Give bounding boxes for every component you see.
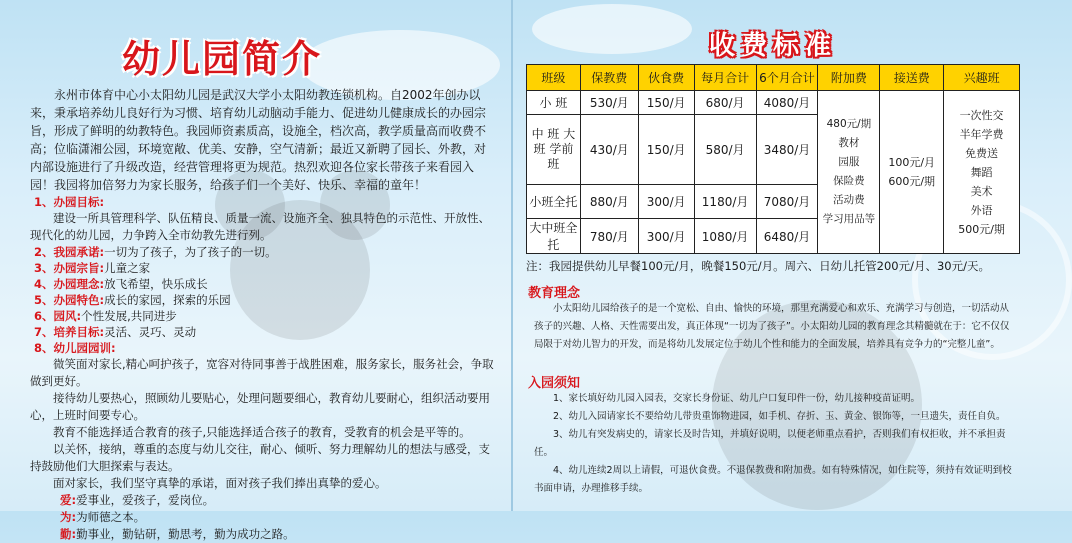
page-title: 幼儿园简介	[122, 37, 323, 81]
col-header-meals: 伙食费	[638, 65, 694, 91]
motto-paragraph: 微笑面对家长,精心呵护孩子，宽容对待同事善于战胜困难，服务家长，服务社会，争取做到更好。	[30, 357, 494, 388]
notice-item: 3、幼儿有突发病史的，请家长及时告知，并填好说明，以便老师重点看护，否则我们有权拒收，并不承担责任。	[534, 429, 1006, 458]
notice-item: 4、幼儿连续2周以上请假，可退伙食费。不退保教费和附加费。如有特殊情况，如住院等，须持有效证明到校书面申请，办理推移手续。	[534, 465, 1012, 494]
table-cell: 小 班	[527, 91, 581, 115]
item-target: 7、培养目标:灵活、灵巧、灵动	[34, 325, 197, 339]
table-cell: 580/月	[694, 115, 756, 185]
item-concept: 4、办园理念:放飞希望，快乐成长	[34, 277, 208, 291]
item-feature: 5、办园特色:成长的家园，探索的乐园	[34, 293, 231, 307]
col-header-six-month: 6个月合计	[756, 65, 818, 91]
fee-table	[526, 64, 1020, 254]
table-cell: 880/月	[580, 185, 638, 219]
philosophy-heading: 教育理念	[528, 286, 581, 301]
interest-class-cell: 一次性交 半年学费 免费送 舞蹈 美术 外语 500元/期	[944, 91, 1020, 254]
motto-paragraph: 以关怀，接纳，尊重的态度与幼儿交往，耐心、倾听、努力理解幼儿的想法与感受，支持鼓励他们大胆探索与表达。	[30, 442, 490, 473]
table-cell: 大中班全托	[527, 219, 581, 254]
table-cell: 1080/月	[694, 219, 756, 254]
table-cell: 680/月	[694, 91, 756, 115]
motto-heading: 8、幼儿园园训:	[34, 341, 116, 355]
table-cell: 150/月	[638, 115, 694, 185]
fee-panel	[512, 0, 1024, 511]
notice-item: 2、幼儿入园请家长不要给幼儿带贵重饰物进园，如手机、存折、玉、黄金、银饰等，一旦遗失，责任自负。	[553, 411, 1006, 422]
bullet-diligence: 勤:勤事业，勤钻研，勤思考，勤为成功之路。	[60, 527, 295, 541]
motto-paragraph: 教育不能选择适合教育的孩子,只能选择适合孩子的教育，受教育的机会是平等的。	[53, 425, 471, 439]
table-cell: 6480/月	[756, 219, 818, 254]
enrollment-notice-block	[534, 390, 1014, 498]
intro-panel	[0, 0, 512, 541]
col-header-interest: 兴趣班	[944, 65, 1020, 91]
col-header-monthly: 每月合计	[694, 65, 756, 91]
motto-block	[30, 356, 495, 492]
fee-table-header-row	[527, 65, 1020, 91]
fee-title: 收费标准	[708, 31, 837, 61]
cloud-decoration	[532, 4, 692, 54]
bullet-love: 爱:爱事业，爱孩子，爱岗位。	[60, 493, 215, 507]
philosophy-block	[534, 300, 1014, 354]
item-style: 6、园风:个性发展,共同进步	[34, 309, 177, 323]
table-cell: 1180/月	[694, 185, 756, 219]
philosophy-text: 小太阳幼儿园给孩子的是一个宽松、自由、愉快的环境，那里充满爱心和欢乐、充满学习与创造，一切活动从孩子的兴趣、人格、天性需要出发，真正体现“一切为了孩子”。小太阳幼儿园的教育理念其精髓就在于：它不仅仅局限于对幼儿智力的开发，而是将幼儿发展定位于幼儿个性和能力的全面发展，培养具有竞争力的“完整儿童”。	[534, 303, 1010, 350]
fee-note: 注：我园提供幼儿早餐100元/月，晚餐150元/月。周六、日幼儿托管200元/月、30元/天。	[526, 259, 990, 273]
table-cell: 430/月	[580, 115, 638, 185]
motto-paragraph: 面对家长，我们坚守真挚的承诺，面对孩子我们捧出真挚的爱心。	[53, 476, 387, 490]
motto-paragraph: 接待幼儿要热心，照顾幼儿要贴心，处理问题要细心，教育幼儿要耐心，组织活动要用心，上班时间要专心。	[30, 391, 490, 422]
table-cell: 4080/月	[756, 91, 818, 115]
intro-text-block	[30, 86, 495, 543]
table-cell: 7080/月	[756, 185, 818, 219]
goal-heading: 1、办园目标:	[34, 195, 105, 209]
col-header-class: 班级	[527, 65, 581, 91]
table-cell: 300/月	[638, 219, 694, 254]
table-cell: 3480/月	[756, 115, 818, 185]
bullet-do: 为:为师德之本。	[60, 510, 146, 524]
item-purpose: 3、办园宗旨:儿童之家	[34, 261, 151, 275]
notice-item: 1、家长填好幼儿园入园表，交家长身份证、幼儿户口复印件一份，幼儿接种疫苗证明。	[553, 393, 921, 404]
col-header-extra: 附加费	[818, 65, 880, 91]
table-cell: 150/月	[638, 91, 694, 115]
goal-text: 建设一所具管理科学、队伍精良、质量一流、设施齐全、独具特色的示范性、开放性、现代化的幼儿园，力争跨入全市幼教先进行列。	[30, 211, 490, 242]
table-cell: 中 班 大 班 学前班	[527, 115, 581, 185]
intro-paragraph: 永州市体育中心小太阳幼儿园是武汉大学小太阳幼教连锁机构。自2002年创办以来，秉承培养幼儿良好行为习惯、培育幼儿动脑动手能力、促进幼儿健康成长的办园宗旨，形成了鲜明的幼教特色。我园师资素质高，设施全，档次高，教学质量高而收费不高；位临潇湘公园，环境宽敞、优美、安静，空气清新；最近又新聘了园长、外教，对内部设施进行了升级改造，经营管理将更为规范。热烈欢迎各位家长带孩子来看园入园！我园将加倍努力为家长服务，给孩子们一个美好、快乐、幸福的童年！	[30, 88, 487, 192]
table-cell: 300/月	[638, 185, 694, 219]
table-row	[527, 91, 1020, 115]
table-cell: 780/月	[580, 219, 638, 254]
extra-fee-cell: 480元/期 教材 园服 保险费 活动费 学习用品等	[818, 91, 880, 254]
item-promise: 2、我园承诺:一切为了孩子，为了孩子的一切。	[34, 245, 277, 259]
col-header-pickup: 接送费	[880, 65, 944, 91]
table-cell: 530/月	[580, 91, 638, 115]
table-cell: 小班全托	[527, 185, 581, 219]
col-header-tuition: 保教费	[580, 65, 638, 91]
enrollment-notice-heading: 入园须知	[528, 376, 581, 391]
pickup-fee-cell: 100元/月 600元/期	[880, 91, 944, 254]
